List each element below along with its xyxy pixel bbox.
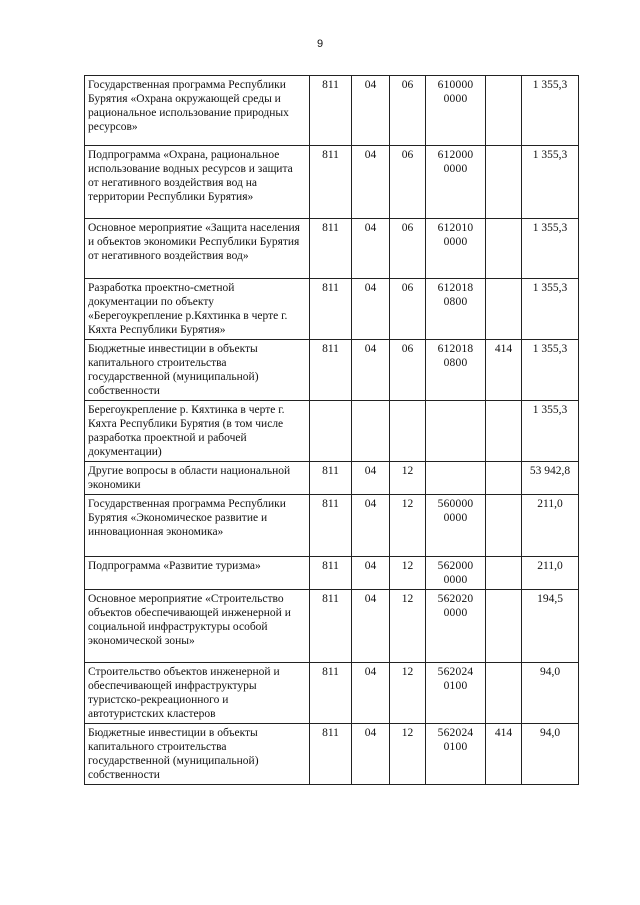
- row-amount-cell: 1 355,3: [522, 219, 579, 279]
- row-subsection-cell: 12: [390, 495, 426, 557]
- row-grbs-cell: 811: [310, 146, 352, 219]
- row-target-code-cell: 612018 0800: [426, 279, 486, 340]
- row-name-cell: Разработка проектно-сметной документации по объекту «Берегоукрепление р.Кяхтинка в черте г. Кяхта Республики Бурятия»: [85, 279, 310, 340]
- table-row: [85, 724, 579, 785]
- row-grbs-cell: 811: [310, 663, 352, 724]
- row-amount-cell: 211,0: [522, 557, 579, 590]
- budget-table: [84, 75, 579, 785]
- row-name-cell: Берегоукрепление р. Кяхтинка в черте г. Кяхта Республики Бурятия (в том числе разработка проектной и рабочей документации): [85, 401, 310, 462]
- row-amount-cell: 1 355,3: [522, 279, 579, 340]
- row-amount-cell: 94,0: [522, 724, 579, 785]
- row-name-cell: Государственная программа Республики Бурятия «Охрана окружающей среды и рациональное использование природных ресурсов»: [85, 76, 310, 146]
- row-expense-type-cell: [486, 219, 522, 279]
- row-amount-cell: 53 942,8: [522, 462, 579, 495]
- table-row: [85, 401, 579, 462]
- row-target-code-cell: 612010 0000: [426, 219, 486, 279]
- row-section-cell: 04: [352, 663, 390, 724]
- row-subsection-cell: 12: [390, 590, 426, 663]
- row-amount-cell: 1 355,3: [522, 401, 579, 462]
- row-expense-type-cell: [486, 495, 522, 557]
- row-section-cell: 04: [352, 279, 390, 340]
- row-expense-type-cell: [486, 557, 522, 590]
- row-grbs-cell: 811: [310, 462, 352, 495]
- row-target-code-cell: 562024 0100: [426, 663, 486, 724]
- row-section-cell: [352, 401, 390, 462]
- row-target-code-cell: 562000 0000: [426, 557, 486, 590]
- row-name-cell: Подпрограмма «Охрана, рациональное использование водных ресурсов и защита от негативного воздействия вод на территории Республики Бурятия»: [85, 146, 310, 219]
- row-section-cell: 04: [352, 557, 390, 590]
- row-amount-cell: 1 355,3: [522, 340, 579, 401]
- row-expense-type-cell: [486, 146, 522, 219]
- row-amount-cell: 194,5: [522, 590, 579, 663]
- row-expense-type-cell: [486, 590, 522, 663]
- row-subsection-cell: 12: [390, 724, 426, 785]
- row-expense-type-cell: [486, 76, 522, 146]
- row-section-cell: 04: [352, 462, 390, 495]
- table-row: [85, 495, 579, 557]
- row-section-cell: 04: [352, 724, 390, 785]
- row-subsection-cell: 12: [390, 462, 426, 495]
- table-row: [85, 557, 579, 590]
- row-subsection-cell: [390, 401, 426, 462]
- row-expense-type-cell: 414: [486, 340, 522, 401]
- row-target-code-cell: [426, 462, 486, 495]
- row-section-cell: 04: [352, 590, 390, 663]
- row-grbs-cell: 811: [310, 495, 352, 557]
- row-target-code-cell: [426, 401, 486, 462]
- row-section-cell: 04: [352, 76, 390, 146]
- row-name-cell: Подпрограмма «Развитие туризма»: [85, 557, 310, 590]
- table-row: [85, 76, 579, 146]
- row-subsection-cell: 12: [390, 557, 426, 590]
- row-subsection-cell: 06: [390, 340, 426, 401]
- row-expense-type-cell: [486, 401, 522, 462]
- row-name-cell: Бюджетные инвестиции в объекты капитального строительства государственной (муниципальной) собственности: [85, 724, 310, 785]
- table-row: [85, 279, 579, 340]
- row-subsection-cell: 12: [390, 663, 426, 724]
- row-section-cell: 04: [352, 146, 390, 219]
- row-name-cell: Строительство объектов инженерной и обеспечивающей инфраструктуры туристско-рекреационного и автотуристских кластеров: [85, 663, 310, 724]
- row-subsection-cell: 06: [390, 76, 426, 146]
- row-amount-cell: 1 355,3: [522, 146, 579, 219]
- row-name-cell: Государственная программа Республики Бурятия «Экономическое развитие и инновационная экономика»: [85, 495, 310, 557]
- table-row: [85, 663, 579, 724]
- row-section-cell: 04: [352, 340, 390, 401]
- row-grbs-cell: 811: [310, 590, 352, 663]
- table-row: [85, 462, 579, 495]
- row-expense-type-cell: [486, 663, 522, 724]
- row-grbs-cell: [310, 401, 352, 462]
- table-row: [85, 219, 579, 279]
- row-target-code-cell: 610000 0000: [426, 76, 486, 146]
- row-amount-cell: 94,0: [522, 663, 579, 724]
- row-expense-type-cell: 414: [486, 724, 522, 785]
- table-row: [85, 590, 579, 663]
- row-subsection-cell: 06: [390, 146, 426, 219]
- row-amount-cell: 1 355,3: [522, 76, 579, 146]
- row-grbs-cell: 811: [310, 279, 352, 340]
- row-target-code-cell: 562020 0000: [426, 590, 486, 663]
- row-target-code-cell: 560000 0000: [426, 495, 486, 557]
- row-section-cell: 04: [352, 495, 390, 557]
- row-name-cell: Бюджетные инвестиции в объекты капитального строительства государственной (муниципальной) собственности: [85, 340, 310, 401]
- row-expense-type-cell: [486, 462, 522, 495]
- table-row: [85, 146, 579, 219]
- row-expense-type-cell: [486, 279, 522, 340]
- page-number: 9: [316, 38, 324, 50]
- row-amount-cell: 211,0: [522, 495, 579, 557]
- row-section-cell: 04: [352, 219, 390, 279]
- row-subsection-cell: 06: [390, 219, 426, 279]
- table-row: [85, 340, 579, 401]
- budget-table-body: [85, 76, 579, 785]
- row-grbs-cell: 811: [310, 724, 352, 785]
- row-name-cell: Другие вопросы в области национальной экономики: [85, 462, 310, 495]
- row-subsection-cell: 06: [390, 279, 426, 340]
- row-grbs-cell: 811: [310, 219, 352, 279]
- row-name-cell: Основное мероприятие «Защита населения и объектов экономики Республики Бурятия от негативного воздействия вод»: [85, 219, 310, 279]
- row-target-code-cell: 612018 0800: [426, 340, 486, 401]
- row-target-code-cell: 612000 0000: [426, 146, 486, 219]
- row-grbs-cell: 811: [310, 76, 352, 146]
- row-name-cell: Основное мероприятие «Строительство объектов обеспечивающей инженерной и социальной инфраструктуры особой экономической зоны»: [85, 590, 310, 663]
- row-grbs-cell: 811: [310, 340, 352, 401]
- row-grbs-cell: 811: [310, 557, 352, 590]
- row-target-code-cell: 562024 0100: [426, 724, 486, 785]
